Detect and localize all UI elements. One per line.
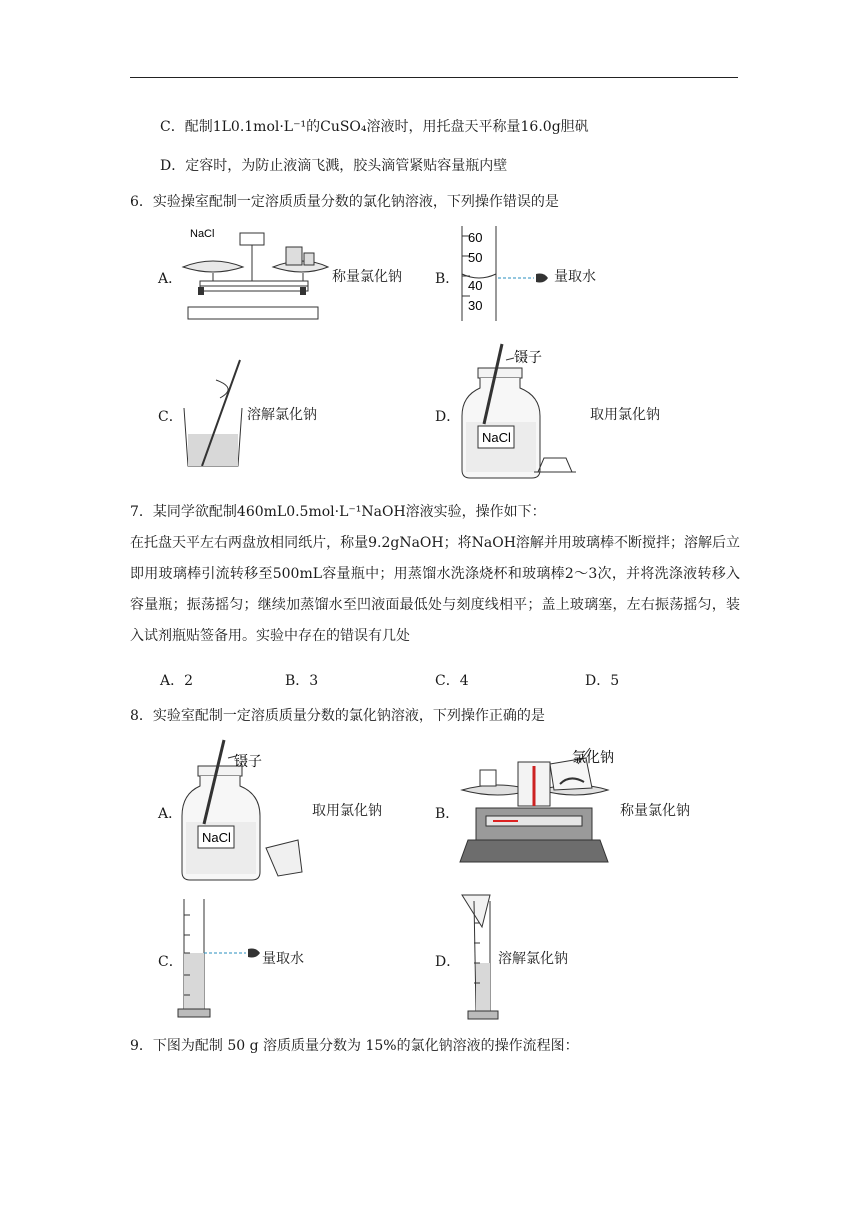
- q8-a-bottle-label: NaCl: [202, 830, 231, 845]
- q6-b-caption: 量取水: [554, 269, 596, 285]
- q6-d-letter: D．: [435, 409, 461, 425]
- q8-b-balance-figure: [458, 744, 618, 872]
- q8-a-bottle-figure: [178, 738, 328, 883]
- q6-b-tick-60: 60: [468, 230, 483, 245]
- q6-stem: 6．实验操室配制一定溶质质量分数的氯化钠溶液，下列操作错误的是: [130, 194, 559, 210]
- q8-a-letter: A．: [158, 806, 183, 822]
- q8-c-letter: C．: [158, 954, 183, 970]
- q9-stem: 9．下图为配制 50 g 溶质质量分数为 15%的氯化钠溶液的操作流程图：: [130, 1038, 579, 1054]
- q8-d-letter: D．: [435, 954, 461, 970]
- q6-a-nacl-tag: NaCl: [190, 228, 215, 240]
- q6-b-tick-30: 30: [468, 298, 483, 313]
- q6-d-bottle-figure: [458, 342, 608, 480]
- q6-b-letter: B．: [435, 271, 460, 287]
- q5-option-d: D．定容时，为防止液滴飞溅，胶头滴管紧贴容量瓶内壁: [160, 158, 508, 174]
- q6-b-tick-40: 40: [468, 278, 483, 293]
- q7-body: 在托盘天平左右两盘放相同纸片，称量9.2gNaOH；将NaOH溶解并用玻璃棒不断搅拌；溶解后立即用玻璃棒引流转移至500mL容量瓶中；用蒸馏水洗涤烧杯和玻璃棒2～3次，并将洗涤液转移入容量瓶；振荡摇匀；继续加蒸馏水至凹液面最低处与刻度线相平；盖上玻璃塞，左右振荡摇匀，装入试剂瓶贴签备用。实验中存在的错误有几处: [130, 535, 740, 644]
- q6-d-tool-label: 镊子: [514, 350, 542, 366]
- q7-stem: 7．某同学欲配制460mL0.5mol·L⁻¹NaOH溶液实验，操作如下：: [130, 504, 546, 520]
- q8-b-caption: 称量氯化钠: [620, 803, 690, 819]
- q6-d-bottle-label: NaCl: [482, 430, 511, 445]
- q7-option-d: D．5: [585, 673, 620, 689]
- q6-c-caption: 溶解氯化钠: [247, 407, 317, 423]
- q8-d-caption: 溶解氯化钠: [498, 951, 568, 967]
- q6-a-letter: A．: [158, 271, 183, 287]
- q7-option-c: C．4: [435, 673, 469, 689]
- q6-a-caption: 称量氯化钠: [332, 269, 402, 285]
- q6-d-caption: 取用氯化钠: [590, 407, 660, 423]
- header-rule: [130, 77, 738, 78]
- q8-b-nacl-tag: 氯化钠: [572, 750, 614, 766]
- q7-option-b: B．3: [285, 673, 319, 689]
- q8-a-caption: 取用氯化钠: [312, 803, 382, 819]
- q6-b-eye-icon: [536, 274, 548, 283]
- q8-c-eye-icon: [248, 949, 260, 958]
- q6-b-tick-50: 50: [468, 250, 483, 265]
- q6-c-letter: C．: [158, 409, 183, 425]
- q8-a-tool-label: 镊子: [234, 754, 262, 770]
- q7-option-a: A．2: [160, 673, 194, 689]
- q5-option-c: C．配制1L0.1mol·L⁻¹的CuSO₄溶液时，用托盘天平称量16.0g胆矾: [160, 119, 589, 135]
- q8-b-letter: B．: [435, 806, 460, 822]
- q8-c-caption: 量取水: [262, 951, 304, 967]
- q8-stem: 8．实验室配制一定溶质质量分数的氯化钠溶液，下列操作正确的是: [130, 708, 545, 724]
